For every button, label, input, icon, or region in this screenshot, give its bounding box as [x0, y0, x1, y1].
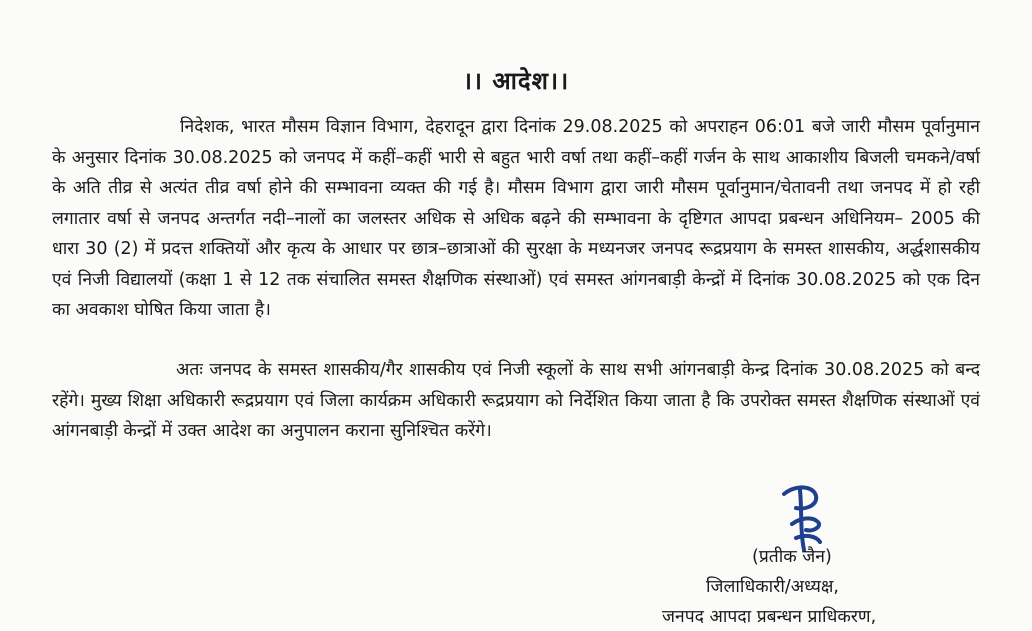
order-paragraph-1: निदेशक, भारत मौसम विज्ञान विभाग, देहरादून द्वारा दिनांक 29.08.2025 को अपराहन 06:01 बजे जारी मौसम पूर्वानुमान के अनुसार दिनांक 30.08.2025 को जनपद में कहीं–कहीं भारी से बहुत भारी वर्षा तथा कहीं–कहीं गर्जन के साथ आकाशीय बिजली चमकने/वर्षा के अति तीव्र से अत्यंत तीव्र वर्षा होने की सम्भावना व्यक्त की गई है। मौसम विभाग द्वारा जारी मौसम पूर्वानुमान/चेतावनी तथा जनपद में हो रही लगातार वर्षा से जनपद अन्तर्गत नदी–नालों का जलस्तर अधिक से अधिक बढ़ने की सम्भावना के दृष्टिगत आपदा प्रबन्धन अधिनियम– 2005 की धारा 30 (2) में प्रदत्त शक्तियों और कृत्य के आधार पर छात्र–छात्राओं की सुरक्षा के मध्यनजर जनपद रूद्रप्रयाग के समस्त शासकीय, अर्द्धशासकीय एवं निजी विद्यालयों (कक्षा 1 से 12 तक संचालित समस्त शैक्षणिक संस्थाओं) एवं समस्त आंगनबाड़ी केन्द्रों में दिनांक 30.08.2025 को एक दिन का अवकाश घोषित किया जाता है। [52, 117, 980, 320]
order-paragraph-2: अतः जनपद के समस्त शासकीय/गैर शासकीय एवं निजी स्कूलों के साथ सभी आंगनबाड़ी केन्द्र दिनांक 30.08.2025 को बन्द रहेंगे। मुख्य शिक्षा अधिकारी रूद्रप्रयाग एवं जिला कार्यक्रम अधिकारी रूद्रप्रयाग को निर्देशित किया जाता है कि उपरोक्त समस्त शैक्षणिक संस्थाओं एवं आंगनबाड़ी केन्द्रों में उक्त आदेश का अनुपालन कराना सुनिश्चित करेंगे। [52, 360, 980, 441]
signatory-organization: जनपद आपदा प्रबन्धन प्राधिकरण, [662, 607, 877, 627]
signatory-designation: जिलाधिकारी/अध्यक्ष, [706, 577, 839, 597]
signatory-name: (प्रतीक जैन) [752, 547, 832, 567]
order-heading: ।। आदेश।। [462, 67, 570, 95]
signature-block [640, 480, 1000, 631]
